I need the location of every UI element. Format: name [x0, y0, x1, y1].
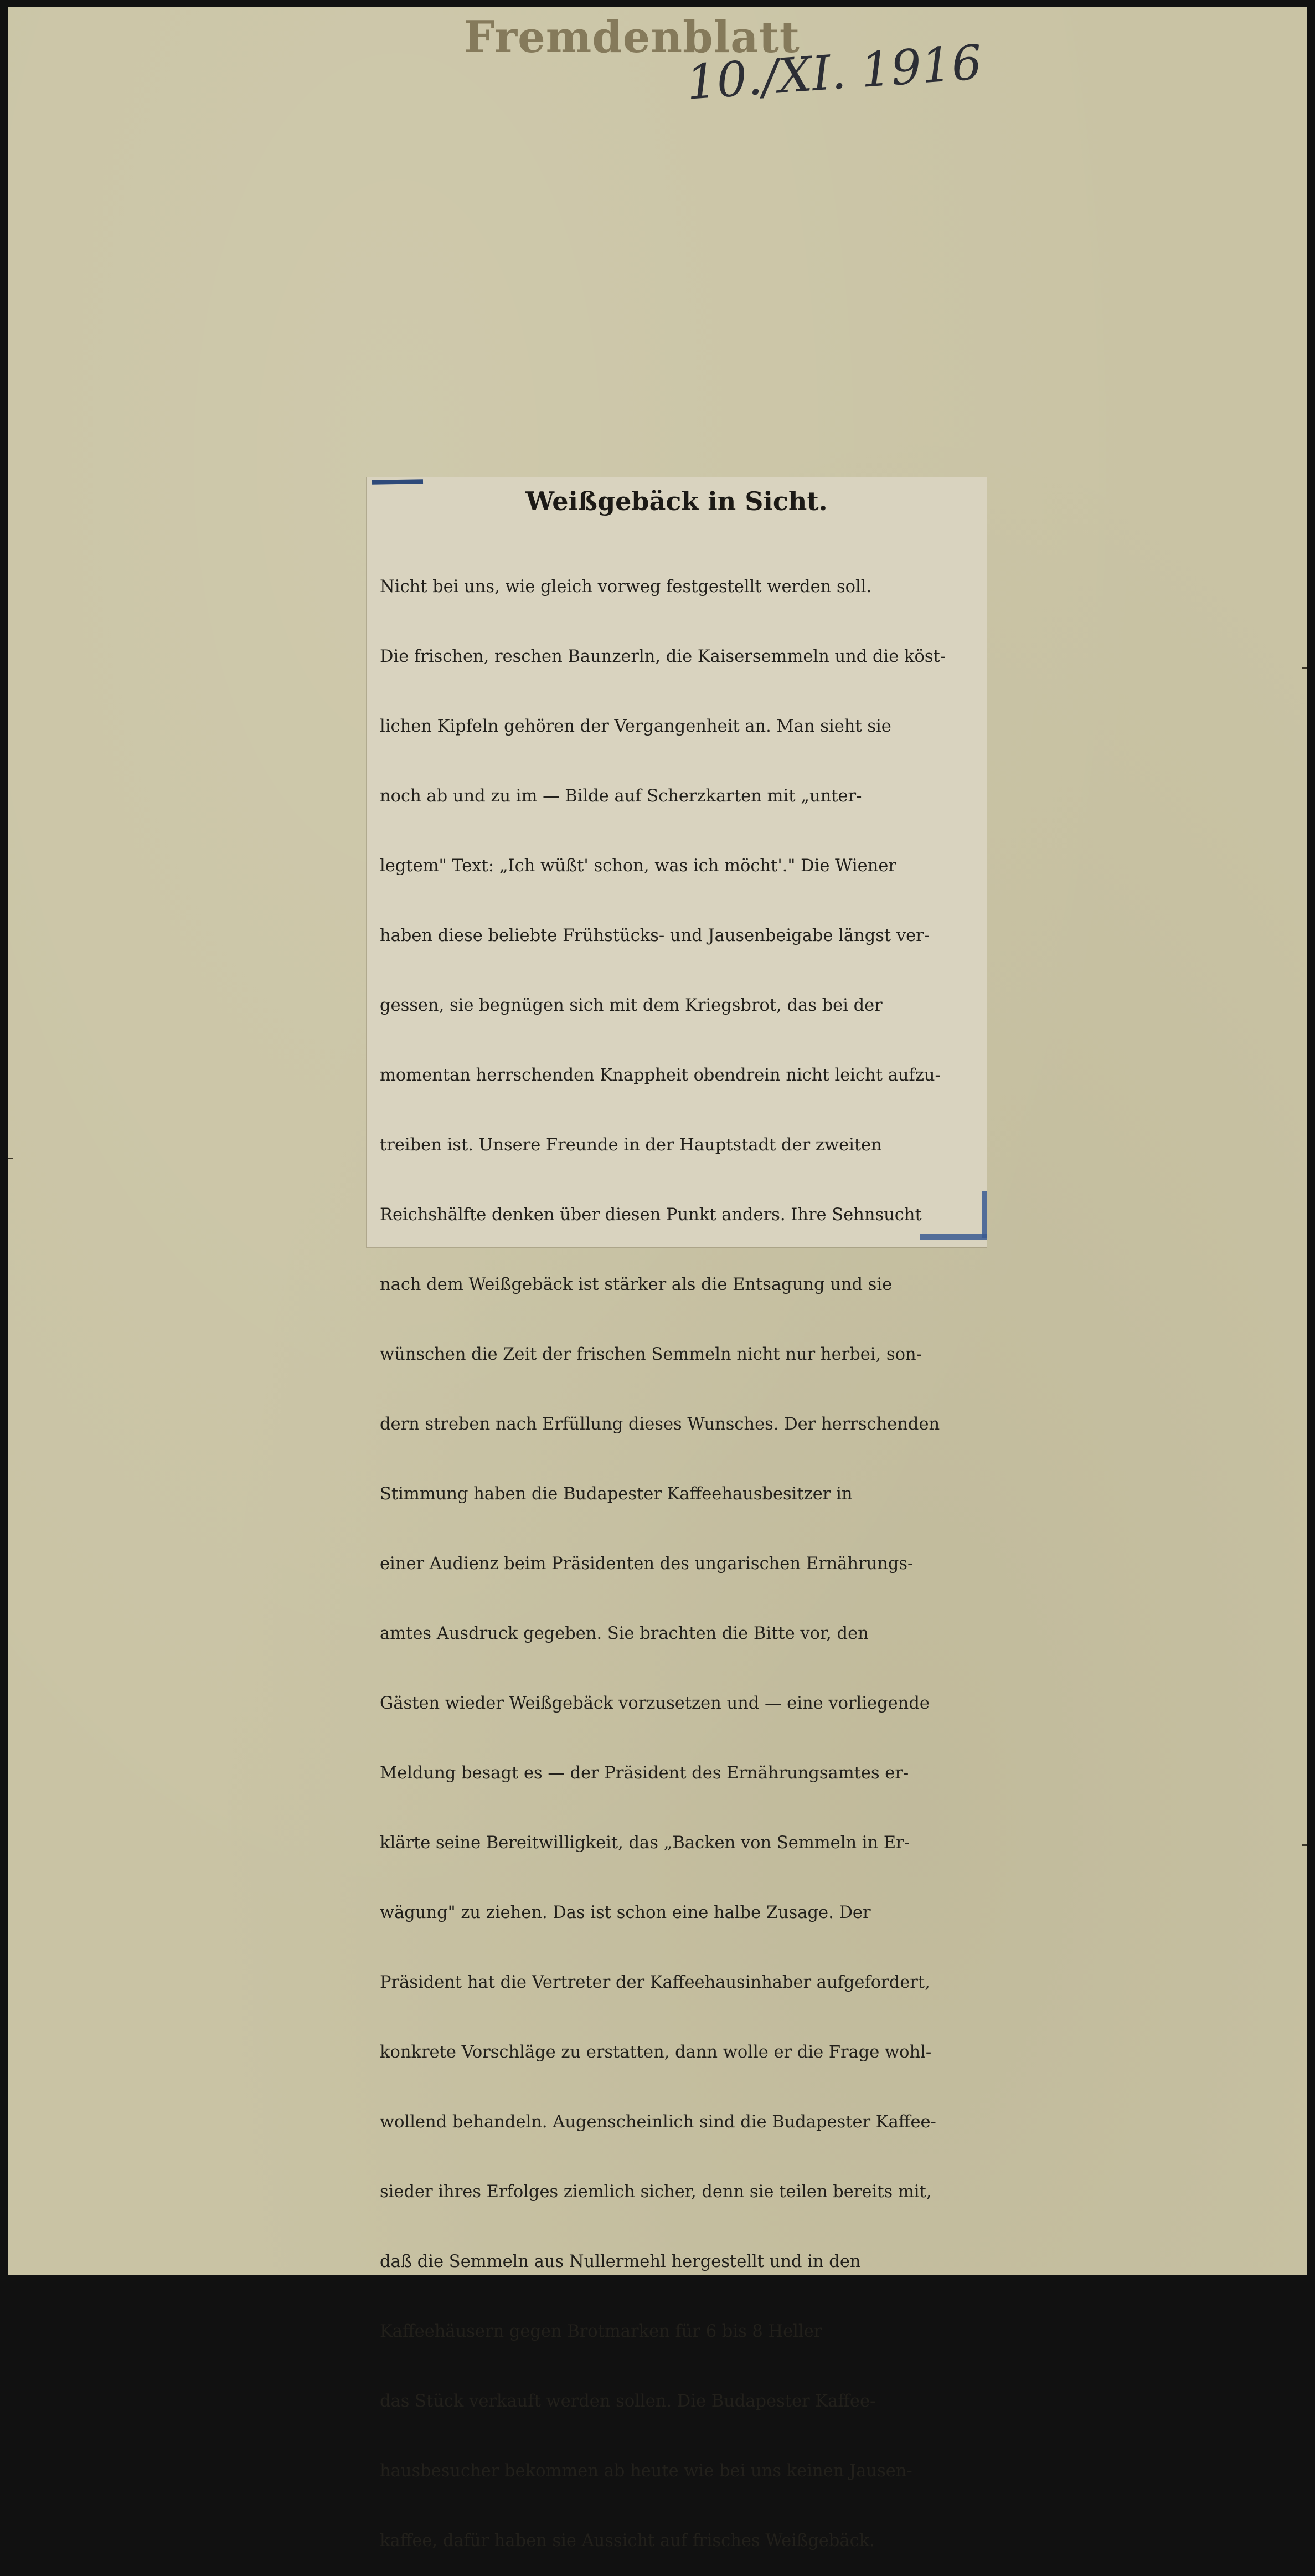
- article-line: Nicht bei uns, wie gleich vorweg festgestellt werden soll.: [380, 577, 872, 597]
- article-line: treiben ist. Unsere Freunde in der Hauptstadt der zweiten: [380, 1135, 882, 1155]
- article-line: Reichshälfte denken über diesen Punkt anders. Ihre Sehnsucht: [380, 1205, 922, 1225]
- paper-edge-mark: [8, 1158, 13, 1159]
- article-line: wollend behandeln. Augenscheinlich sind die Budapester Kaffee-: [380, 2112, 936, 2132]
- article-line: wägung" zu ziehen. Das ist schon eine halbe Zusage. Der: [380, 1903, 871, 1922]
- paper-edge-mark: [1302, 667, 1307, 669]
- article-line: sieder ihres Erfolges ziemlich sicher, denn sie teilen bereits mit,: [380, 2182, 932, 2202]
- article-line: einer Audienz beim Präsidenten des ungarischen Ernährungs-: [380, 1554, 914, 1574]
- article-line: wünschen die Zeit der frischen Semmeln nicht nur herbei, son-: [380, 1345, 922, 1364]
- article-line: hausbesucher bekommen ab heute wie bei uns keinen Jausen-: [380, 2461, 912, 2481]
- article-line: nach dem Weißgebäck ist stärker als die Entsagung und sie: [380, 1275, 893, 1294]
- article-line: Präsident hat die Vertreter der Kaffeehausinhaber aufgefordert,: [380, 1973, 930, 1992]
- article-line: kaffee, dafür haben sie Aussicht auf frisches Weißgebäck.: [380, 2531, 875, 2551]
- article-line: daß die Semmeln aus Nullermehl hergestellt und in den: [380, 2252, 861, 2271]
- article-line: dern streben nach Erfüllung dieses Wunsches. Der herrschenden: [380, 1415, 940, 1434]
- article-line: Gästen wieder Weißgebäck vorzusetzen und — eine vorliegende: [380, 1694, 930, 1713]
- article-line: Die frischen, reschen Baunzerln, die Kaisersemmeln und die köst-: [380, 647, 946, 666]
- article-line: amtes Ausdruck gegeben. Sie brachten die Bitte vor, den: [380, 1624, 869, 1643]
- article-line: das Stück verkauft werden sollen. Die Budapester Kaffee-: [380, 2392, 876, 2411]
- article-line: legtem" Text: „Ich wüßt' schon, was ich möcht'." Die Wiener: [380, 856, 896, 876]
- paper-edge-mark: [1302, 1844, 1307, 1846]
- publication-stamp: Fremdenblatt: [464, 12, 800, 63]
- article-line: Meldung besagt es — der Präsident des Ernährungsamtes er-: [380, 1763, 909, 1783]
- article-line: momentan herrschenden Knappheit obendrein nicht leicht aufzu-: [380, 1066, 941, 1085]
- article-line: konkrete Vorschläge zu erstatten, dann wolle er die Frage wohl-: [380, 2043, 932, 2062]
- article-line: klärte seine Bereitwilligkeit, das „Backen von Semmeln in Er-: [380, 1833, 910, 1853]
- handwritten-date: 10./XI. 1916: [684, 34, 984, 111]
- article-line: gessen, sie begnügen sich mit dem Kriegsbrot, das bei der: [380, 996, 883, 1015]
- article-line: Stimmung haben die Budapester Kaffeehausbesitzer in: [380, 1484, 853, 1504]
- article-body: [380, 529, 984, 2576]
- blue-pencil-mark-top: [372, 479, 423, 485]
- article-headline: Weißgebäck in Sicht.: [525, 486, 828, 516]
- article-line: Kaffeehäusern gegen Brotmarken für 6 bis 8 Heller: [380, 2322, 822, 2341]
- article-line: noch ab und zu im — Bilde auf Scherzkarten mit „unter-: [380, 786, 862, 806]
- article-line: haben diese beliebte Frühstücks- und Jausenbeigabe längst ver-: [380, 926, 930, 945]
- article-line: lichen Kipfeln gehören der Vergangenheit an. Man sieht sie: [380, 717, 891, 736]
